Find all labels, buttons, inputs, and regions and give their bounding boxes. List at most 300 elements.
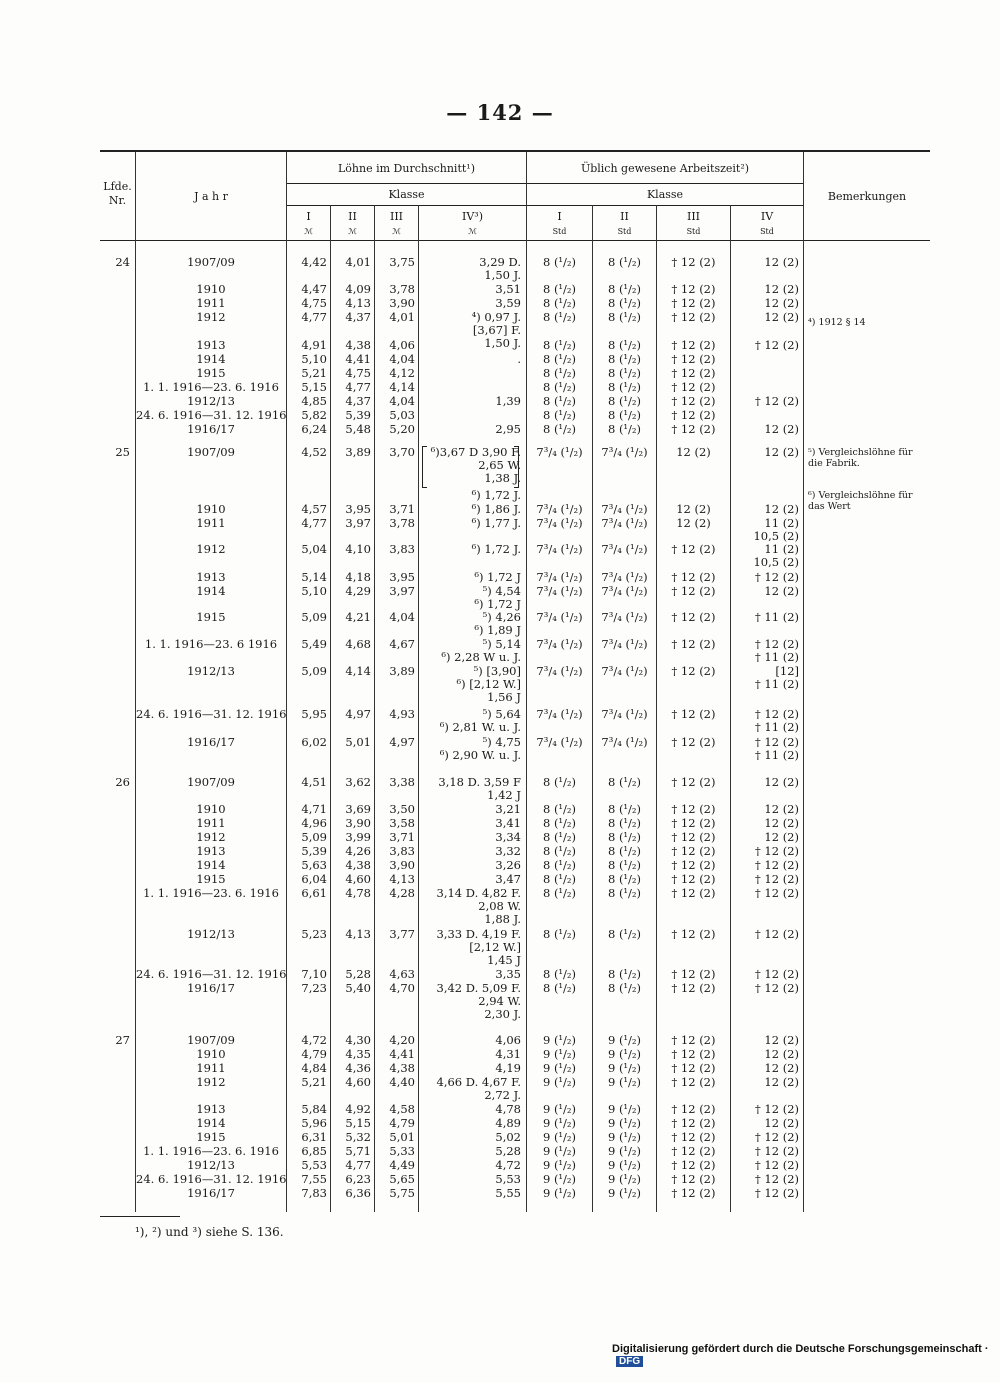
cell-a4: † 11 (2) — [755, 610, 799, 624]
col-label: II — [348, 210, 357, 223]
cell-a1: 9 (¹/₂) — [542, 1075, 577, 1089]
header-bemerkungen: Bemerkungen — [827, 190, 907, 203]
cell-l1: 5,14 — [301, 570, 327, 584]
cell-l4: 3,51 — [495, 282, 521, 296]
footer-text: Digitalisierung gefördert durch die Deutsche Forschungsgemeinschaft · — [612, 1343, 989, 1355]
cell-l2: 4,18 — [345, 570, 371, 584]
cell-l4: 4,19 — [495, 1061, 521, 1075]
col-label: III — [686, 210, 701, 223]
cell-a4: 12 (2) — [764, 775, 799, 789]
cell-a1: 8 (¹/₂) — [542, 967, 577, 981]
cell-jahr: 1914 — [196, 352, 226, 366]
cell-a1: 7³/₄ (¹/₂) — [536, 610, 583, 624]
cell-a3: 12 (2) — [676, 502, 711, 516]
cell-l4: . — [517, 352, 521, 366]
cell-a4: † 12 (2) — [755, 858, 799, 872]
cell-l4: 3,32 — [495, 844, 521, 858]
cell-a2: 9 (¹/₂) — [607, 1102, 642, 1116]
cell-a4: 12 (2) — [764, 310, 799, 324]
unit-label: Std — [686, 227, 701, 236]
cell-a2: 8 (¹/₂) — [607, 967, 642, 981]
cell-l3: 4,12 — [389, 366, 415, 380]
cell-jahr: 1912/13 — [187, 664, 235, 678]
col-label: I — [557, 210, 562, 223]
cell-a3: † 12 (2) — [671, 664, 716, 678]
cell-a2: 8 (¹/₂) — [607, 338, 642, 352]
cell-a1: 9 (¹/₂) — [542, 1144, 577, 1158]
klasse-sub-rule-1 — [286, 205, 526, 206]
cell-a3: † 12 (2) — [671, 1061, 716, 1075]
cell-a3: † 12 (2) — [671, 1116, 716, 1130]
cell-nr: 27 — [115, 1033, 130, 1047]
cell-l2: 4,09 — [345, 282, 371, 296]
cell-a4: † 12 (2) — [755, 1158, 799, 1172]
cell-a4: 12 (2) — [764, 1033, 799, 1047]
cell-a4: 12 (2) — [764, 830, 799, 844]
cell-a2: 7³/₄ (¹/₂) — [601, 542, 648, 556]
cell-a4: 12 (2) — [764, 296, 799, 310]
cell-a2: 9 (¹/₂) — [607, 1130, 642, 1144]
cell-a1: 8 (¹/₂) — [542, 830, 577, 844]
cell-a3: † 12 (2) — [671, 352, 716, 366]
cell-a2: 8 (¹/₂) — [607, 927, 642, 941]
cell-l4: ⁵) 5,64 ⁶) 2,81 W. u. J. — [439, 707, 521, 734]
cell-l4: ⁶) 1,72 J. — [471, 488, 521, 502]
cell-a2: 7³/₄ (¹/₂) — [601, 502, 648, 516]
cell-l1: 6,24 — [301, 422, 327, 436]
cell-l4: ⁵) 4,75 ⁶) 2,90 W. u. J. — [439, 735, 521, 762]
cell-l3: 4,04 — [389, 394, 415, 408]
cell-jahr: 1911 — [196, 516, 226, 530]
cell-l3: 3,50 — [389, 802, 415, 816]
cell-jahr: 1912/13 — [187, 1158, 235, 1172]
cell-a1: 9 (¹/₂) — [542, 1158, 577, 1172]
cell-jahr: 1907/09 — [187, 445, 235, 459]
cell-a3: † 12 (2) — [671, 637, 716, 651]
cell-a2: 8 (¹/₂) — [607, 366, 642, 380]
cell-l1: 5,39 — [301, 844, 327, 858]
cell-a1: 8 (¹/₂) — [542, 394, 577, 408]
cell-a2: 8 (¹/₂) — [607, 872, 642, 886]
cell-a3: † 12 (2) — [671, 830, 716, 844]
cell-l1: 5,63 — [301, 858, 327, 872]
footnote-rule — [100, 1216, 180, 1217]
cell-l3: 4,20 — [389, 1033, 415, 1047]
cell-a3: † 12 (2) — [671, 366, 716, 380]
cell-a3: † 12 (2) — [671, 408, 716, 422]
cell-l4: 3,33 D. 4,19 F. [2,12 W.] 1,45 J — [436, 927, 521, 967]
cell-a2: 7³/₄ (¹/₂) — [601, 664, 648, 678]
cell-a1: 9 (¹/₂) — [542, 1130, 577, 1144]
cell-l1: 5,49 — [301, 637, 327, 651]
bracket-left — [422, 446, 427, 488]
unit-label: Std — [760, 227, 774, 236]
cell-l2: 5,32 — [345, 1130, 371, 1144]
cell-a2: 7³/₄ (¹/₂) — [601, 610, 648, 624]
cell-l3: 4,93 — [389, 707, 415, 721]
cell-jahr: 1914 — [196, 858, 226, 872]
cell-l4: 4,89 — [495, 1116, 521, 1130]
cell-jahr: 1915 — [196, 872, 226, 886]
cell-a2: 8 (¹/₂) — [607, 380, 642, 394]
cell-l4: ⁵) 5,14 ⁶) 2,28 W u. J. — [441, 637, 521, 664]
cell-a1: 9 (¹/₂) — [542, 1047, 577, 1061]
cell-a4: † 12 (2) — [755, 1186, 799, 1200]
cell-l4: 3,41 — [495, 816, 521, 830]
cell-l2: 5,28 — [345, 967, 371, 981]
cell-l3: 4,40 — [389, 1075, 415, 1089]
cell-l1: 6,61 — [301, 886, 327, 900]
cell-a2: 7³/₄ (¹/₂) — [601, 735, 648, 749]
cell-nr: 24 — [115, 255, 130, 269]
cell-a3: † 12 (2) — [671, 886, 716, 900]
cell-nr: 25 — [115, 445, 130, 459]
cell-a2: 8 (¹/₂) — [607, 394, 642, 408]
cell-l4: 5,53 — [495, 1172, 521, 1186]
cell-l2: 3,97 — [345, 516, 371, 530]
cell-l3: 5,65 — [389, 1172, 415, 1186]
cell-l4: 3,35 — [495, 967, 521, 981]
cell-a1: 8 (¹/₂) — [542, 282, 577, 296]
cell-a3: † 12 (2) — [671, 775, 716, 789]
cell-a1: 8 (¹/₂) — [542, 816, 577, 830]
cell-jahr: 1916/17 — [187, 422, 235, 436]
cell-l4: 3,29 D. 1,50 J. — [479, 255, 521, 282]
cell-a3: † 12 (2) — [671, 844, 716, 858]
cell-a2: 8 (¹/₂) — [607, 802, 642, 816]
cell-l1: 4,47 — [301, 282, 327, 296]
cell-a2: 7³/₄ (¹/₂) — [601, 516, 648, 530]
cell-l2: 4,36 — [345, 1061, 371, 1075]
cell-l3: 4,04 — [389, 610, 415, 624]
cell-a1: 7³/₄ (¹/₂) — [536, 707, 583, 721]
loehne-sub-rule — [286, 183, 526, 184]
cell-l3: 3,71 — [389, 502, 415, 516]
cell-a4: † 12 (2) — [755, 844, 799, 858]
cell-a4: † 12 (2) — [755, 886, 799, 900]
cell-a2: 8 (¹/₂) — [607, 408, 642, 422]
cell-l2: 6,23 — [345, 1172, 371, 1186]
cell-a1: 7³/₄ (¹/₂) — [536, 516, 583, 530]
cell-l3: 4,28 — [389, 886, 415, 900]
cell-l4: 3,42 D. 5,09 F. 2,94 W. 2,30 J. — [436, 981, 521, 1021]
cell-a1: 8 (¹/₂) — [542, 255, 577, 269]
unit-label: Std — [552, 227, 567, 236]
cell-l2: 4,29 — [345, 584, 371, 598]
klasse-sub-rule-2 — [527, 205, 803, 206]
cell-a4: † 12 (2) † 11 (2) — [755, 735, 799, 762]
cell-a1: 8 (¹/₂) — [542, 338, 577, 352]
cell-l3: 4,49 — [389, 1158, 415, 1172]
cell-a4: † 12 (2) — [755, 1144, 799, 1158]
col-label: IV³) — [462, 210, 483, 223]
header-lfd: Lfde. Nr. — [103, 180, 132, 207]
cell-l4: ⁴) 0,97 J. [3,67] F. 1,50 J. — [471, 310, 521, 350]
cell-a4: 12 (2) — [764, 802, 799, 816]
cell-l4: ⁶) 1,72 J — [474, 570, 521, 584]
cell-a4: † 12 (2) — [755, 570, 799, 584]
cell-jahr: 1915 — [196, 610, 226, 624]
cell-l2: 4,30 — [345, 1033, 371, 1047]
cell-l2: 3,69 — [345, 802, 371, 816]
cell-a1: 8 (¹/₂) — [542, 408, 577, 422]
cell-l2: 5,01 — [345, 735, 371, 749]
cell-a1: 8 (¹/₂) — [542, 352, 577, 366]
cell-l3: 4,04 — [389, 352, 415, 366]
header-bottom-rule — [100, 240, 930, 241]
cell-l3: 3,58 — [389, 816, 415, 830]
unit-label: ℳ — [392, 227, 401, 236]
cell-a1: 9 (¹/₂) — [542, 1061, 577, 1075]
cell-l2: 4,60 — [345, 872, 371, 886]
cell-l1: 5,53 — [301, 1158, 327, 1172]
cell-a1: 8 (¹/₂) — [542, 981, 577, 995]
cell-a1: 7³/₄ (¹/₂) — [536, 637, 583, 651]
cell-jahr: 1912 — [196, 542, 226, 556]
cell-l3: 3,83 — [389, 542, 415, 556]
cell-l3: 4,01 — [389, 310, 415, 324]
cell-l3: 3,89 — [389, 664, 415, 678]
cell-l3: 3,75 — [389, 255, 415, 269]
cell-a4: † 12 (2) † 11 (2) — [755, 637, 799, 664]
cell-a3: † 12 (2) — [671, 380, 716, 394]
cell-jahr: 1911 — [196, 296, 226, 310]
unit-label: ℳ — [304, 227, 313, 236]
cell-jahr: 1914 — [196, 1116, 226, 1130]
cell-l1: 6,85 — [301, 1144, 327, 1158]
cell-a1: 7³/₄ (¹/₂) — [536, 664, 583, 678]
cell-l1: 7,23 — [301, 981, 327, 995]
cell-jahr: 1914 — [196, 584, 226, 598]
cell-l4: ⁵) [3,90] ⁶) [2,12 W.] 1,56 J — [456, 664, 521, 704]
cell-l4: ⁶)3,67 D 3,90 F. 2,65 W. 1,38 J. — [430, 445, 521, 485]
cell-jahr: 1912 — [196, 1075, 226, 1089]
cell-a4: † 12 (2) — [755, 981, 799, 995]
cell-a1: 7³/₄ (¹/₂) — [536, 542, 583, 556]
cell-l1: 6,04 — [301, 872, 327, 886]
cell-l2: 3,99 — [345, 830, 371, 844]
cell-a1: 8 (¹/₂) — [542, 310, 577, 324]
cell-jahr: 1915 — [196, 366, 226, 380]
cell-l3: 3,90 — [389, 858, 415, 872]
cell-jahr: 1. 1. 1916—23. 6. 1916 — [143, 380, 279, 394]
cell-a1: 8 (¹/₂) — [542, 858, 577, 872]
cell-l2: 5,39 — [345, 408, 371, 422]
cell-jahr: 24. 6. 1916—31. 12. 1916 — [136, 707, 287, 721]
cell-jahr: 1912/13 — [187, 394, 235, 408]
cell-a3: † 12 (2) — [671, 1102, 716, 1116]
cell-a4: † 12 (2) — [755, 394, 799, 408]
cell-jahr: 1910 — [196, 282, 226, 296]
cell-a2: 7³/₄ (¹/₂) — [601, 570, 648, 584]
cell-l2: 4,38 — [345, 858, 371, 872]
cell-a3: † 12 (2) — [671, 1144, 716, 1158]
cell-a4: † 12 (2) — [755, 872, 799, 886]
cell-l2: 4,35 — [345, 1047, 371, 1061]
cell-a2: 8 (¹/₂) — [607, 816, 642, 830]
cell-l1: 4,77 — [301, 516, 327, 530]
cell-a3: † 12 (2) — [671, 282, 716, 296]
cell-l2: 4,78 — [345, 886, 371, 900]
remark-4: ⁴) 1912 § 14 — [808, 317, 866, 328]
cell-a2: 9 (¹/₂) — [607, 1033, 642, 1047]
cell-l2: 4,41 — [345, 352, 371, 366]
col-divider — [803, 152, 804, 1212]
unit-label: ℳ — [468, 227, 477, 236]
cell-l4: 5,28 — [495, 1144, 521, 1158]
cell-a1: 8 (¹/₂) — [542, 886, 577, 900]
cell-a2: 9 (¹/₂) — [607, 1172, 642, 1186]
cell-a4: 12 (2) — [764, 422, 799, 436]
cell-a4: 12 (2) — [764, 1061, 799, 1075]
cell-a2: 8 (¹/₂) — [607, 296, 642, 310]
cell-jahr: 1907/09 — [187, 775, 235, 789]
cell-a2: 9 (¹/₂) — [607, 1158, 642, 1172]
cell-a3: † 12 (2) — [671, 1172, 716, 1186]
cell-l1: 4,71 — [301, 802, 327, 816]
cell-l2: 4,13 — [345, 927, 371, 941]
bracket-right — [514, 446, 519, 488]
cell-a3: † 12 (2) — [671, 707, 716, 721]
cell-l2: 3,90 — [345, 816, 371, 830]
cell-jahr: 1913 — [196, 338, 226, 352]
cell-a4: 12 (2) — [764, 255, 799, 269]
cell-l3: 5,75 — [389, 1186, 415, 1200]
cell-a3: † 12 (2) — [671, 1186, 716, 1200]
cell-l1: 7,10 — [301, 967, 327, 981]
cell-l4: 5,02 — [495, 1130, 521, 1144]
cell-l1: 5,96 — [301, 1116, 327, 1130]
cell-a2: 9 (¹/₂) — [607, 1061, 642, 1075]
cell-l1: 5,09 — [301, 664, 327, 678]
cell-l2: 4,21 — [345, 610, 371, 624]
cell-l3: 4,38 — [389, 1061, 415, 1075]
cell-l2: 4,38 — [345, 338, 371, 352]
cell-a4: 12 (2) — [764, 584, 799, 598]
cell-jahr: 1913 — [196, 570, 226, 584]
cell-l4: ⁵) 4,54 ⁶) 1,72 J — [474, 584, 521, 611]
cell-l4: 3,14 D. 4,82 F. 2,08 W. 1,88 J. — [436, 886, 521, 926]
cell-l3: 3,77 — [389, 927, 415, 941]
cell-jahr: 1911 — [196, 1061, 226, 1075]
remark-6: ⁶) Vergleichslöhne für das Wert — [808, 490, 913, 512]
cell-a1: 8 (¹/₂) — [542, 802, 577, 816]
cell-l1: 5,15 — [301, 380, 327, 394]
cell-jahr: 1912 — [196, 310, 226, 324]
cell-l1: 5,82 — [301, 408, 327, 422]
cell-l1: 4,91 — [301, 338, 327, 352]
cell-a1: 9 (¹/₂) — [542, 1102, 577, 1116]
cell-l3: 4,41 — [389, 1047, 415, 1061]
cell-l1: 6,31 — [301, 1130, 327, 1144]
cell-l2: 4,26 — [345, 844, 371, 858]
cell-a2: 8 (¹/₂) — [607, 282, 642, 296]
cell-jahr: 1907/09 — [187, 1033, 235, 1047]
cell-a1: 7³/₄ (¹/₂) — [536, 570, 583, 584]
cell-a1: 7³/₄ (¹/₂) — [536, 735, 583, 749]
cell-a2: 7³/₄ (¹/₂) — [601, 584, 648, 598]
cell-l2: 4,14 — [345, 664, 371, 678]
cell-a2: 9 (¹/₂) — [607, 1075, 642, 1089]
dfg-logo: DFG — [616, 1356, 643, 1367]
cell-l4: 4,06 — [495, 1033, 521, 1047]
cell-a3: † 12 (2) — [671, 1158, 716, 1172]
cell-l2: 3,62 — [345, 775, 371, 789]
cell-l3: 3,95 — [389, 570, 415, 584]
cell-l3: 3,78 — [389, 516, 415, 530]
cell-l2: 5,40 — [345, 981, 371, 995]
cell-jahr: 1907/09 — [187, 255, 235, 269]
cell-a1: 7³/₄ (¹/₂) — [536, 445, 583, 459]
cell-jahr: 1912/13 — [187, 927, 235, 941]
cell-l2: 4,37 — [345, 394, 371, 408]
cell-jahr: 1910 — [196, 1047, 226, 1061]
cell-jahr: 1910 — [196, 502, 226, 516]
unit-label: ℳ — [348, 227, 357, 236]
cell-l2: 4,77 — [345, 1158, 371, 1172]
cell-a2: 7³/₄ (¹/₂) — [601, 637, 648, 651]
cell-l1: 4,85 — [301, 394, 327, 408]
cell-l3: 4,67 — [389, 637, 415, 651]
cell-jahr: 24. 6. 1916—31. 12. 1916 — [136, 967, 287, 981]
cell-jahr: 1913 — [196, 1102, 226, 1116]
cell-l4: 3,26 — [495, 858, 521, 872]
cell-a3: † 12 (2) — [671, 1075, 716, 1089]
cell-l4: 4,72 — [495, 1158, 521, 1172]
cell-a1: 8 (¹/₂) — [542, 927, 577, 941]
cell-l4: 3,18 D. 3,59 F 1,42 J — [438, 775, 521, 802]
cell-l3: 4,13 — [389, 872, 415, 886]
cell-l4: 4,78 — [495, 1102, 521, 1116]
cell-a4: † 12 (2) — [755, 1172, 799, 1186]
cell-a1: 8 (¹/₂) — [542, 380, 577, 394]
cell-l2: 4,60 — [345, 1075, 371, 1089]
cell-a4: † 12 (2) — [755, 338, 799, 352]
cell-a2: 8 (¹/₂) — [607, 981, 642, 995]
cell-a3: 12 (2) — [676, 516, 711, 530]
cell-a3: † 12 (2) — [671, 255, 716, 269]
cell-a1: 8 (¹/₂) — [542, 775, 577, 789]
cell-a3: † 12 (2) — [671, 422, 716, 436]
cell-l3: 3,97 — [389, 584, 415, 598]
cell-a3: † 12 (2) — [671, 338, 716, 352]
cell-l3: 4,63 — [389, 967, 415, 981]
header-loehne: Löhne im Durchschnitt¹) — [338, 162, 475, 175]
cell-a1: 9 (¹/₂) — [542, 1033, 577, 1047]
cell-a3: † 12 (2) — [671, 967, 716, 981]
cell-jahr: 1910 — [196, 802, 226, 816]
cell-a2: 9 (¹/₂) — [607, 1186, 642, 1200]
cell-l2: 4,75 — [345, 366, 371, 380]
cell-a4: † 12 (2) — [755, 927, 799, 941]
cell-l3: 4,06 — [389, 338, 415, 352]
cell-a3: † 12 (2) — [671, 542, 716, 556]
cell-l1: 6,02 — [301, 735, 327, 749]
cell-a4: 12 (2) — [764, 282, 799, 296]
cell-l1: 4,52 — [301, 445, 327, 459]
cell-l3: 4,79 — [389, 1116, 415, 1130]
cell-l2: 3,95 — [345, 502, 371, 516]
cell-a3: † 12 (2) — [671, 1130, 716, 1144]
cell-l1: 7,55 — [301, 1172, 327, 1186]
cell-l2: 5,15 — [345, 1116, 371, 1130]
cell-a1: 8 (¹/₂) — [542, 296, 577, 310]
cell-l3: 3,90 — [389, 296, 415, 310]
cell-a2: 8 (¹/₂) — [607, 886, 642, 900]
cell-l3: 3,70 — [389, 445, 415, 459]
cell-l1: 5,21 — [301, 1075, 327, 1089]
cell-l3: 5,20 — [389, 422, 415, 436]
